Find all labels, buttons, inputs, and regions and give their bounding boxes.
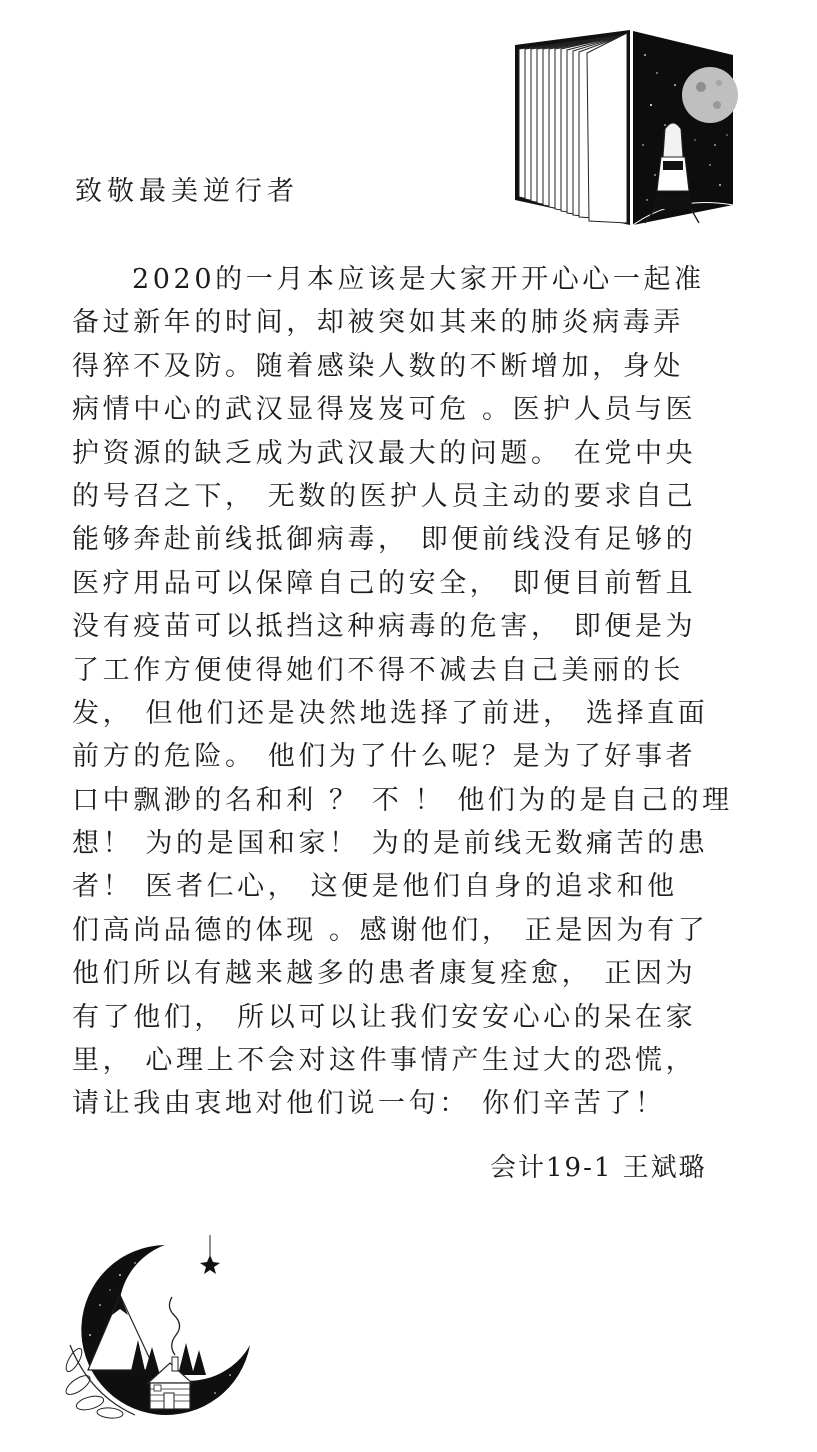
letter-line: 护资源的缺乏成为武汉最大的问题。 在党中央 xyxy=(72,437,697,469)
letter-line: 备过新年的时间，却被突如其来的肺炎病毒弄 xyxy=(72,307,684,339)
letter-line: 们高尚品德的体现 。感谢他们， 正是因为有了 xyxy=(72,914,709,946)
letter-body xyxy=(72,258,772,1126)
signature: 会计19-1 王斌璐 xyxy=(490,1153,707,1183)
letter-line: 者！ 医者仁心， 这便是他们自身的追求和他 xyxy=(72,871,678,903)
letter-line: 了工作方便使得她们不得不减去自己美丽的长 xyxy=(72,654,684,686)
letter-line: 2020的一月本应该是大家开开心心一起准 xyxy=(132,264,705,295)
letter-line: 没有疫苗可以抵挡这种病毒的危害， 即便是为 xyxy=(72,611,697,643)
open-book-illustration xyxy=(505,25,740,230)
letter-line: 的号召之下， 无数的医护人员主动的要求自己 xyxy=(72,480,697,512)
letter-line: 病情中心的武汉显得岌岌可危 。医护人员与医 xyxy=(72,394,697,426)
crescent-moon-illustration xyxy=(60,1235,270,1420)
letter-line: 前方的危险。 他们为了什么呢？是为了好事者 xyxy=(72,741,697,773)
letter-title: 致敬最美逆行者 xyxy=(75,176,299,207)
letter-line: 有了他们， 所以可以让我们安安心心的呆在家 xyxy=(72,1001,697,1033)
letter-line: 得猝不及防。随着感染人数的不断增加，身处 xyxy=(72,350,684,382)
letter-line: 里， 心理上不会对这件事情产生过大的恐慌， xyxy=(72,1045,697,1077)
letter-line: 口中飘渺的名和利 ？ 不 ！ 他们为的是自己的理 xyxy=(72,784,733,816)
letter-line: 医疗用品可以保障自己的安全， 即便目前暂且 xyxy=(72,567,697,599)
letter-line: 请让我由衷地对他们说一句： 你们辛苦了！ xyxy=(72,1088,666,1120)
letter-line: 他们所以有越来越多的患者康复痊愈， 正因为 xyxy=(72,958,697,990)
letter-line: 能够奔赴前线抵御病毒， 即便前线没有足够的 xyxy=(72,524,697,556)
letter-line: 想！ 为的是国和家！ 为的是前线无数痛苦的患 xyxy=(72,828,709,860)
letter-line: 发， 但他们还是决然地选择了前进， 选择直面 xyxy=(72,697,709,729)
